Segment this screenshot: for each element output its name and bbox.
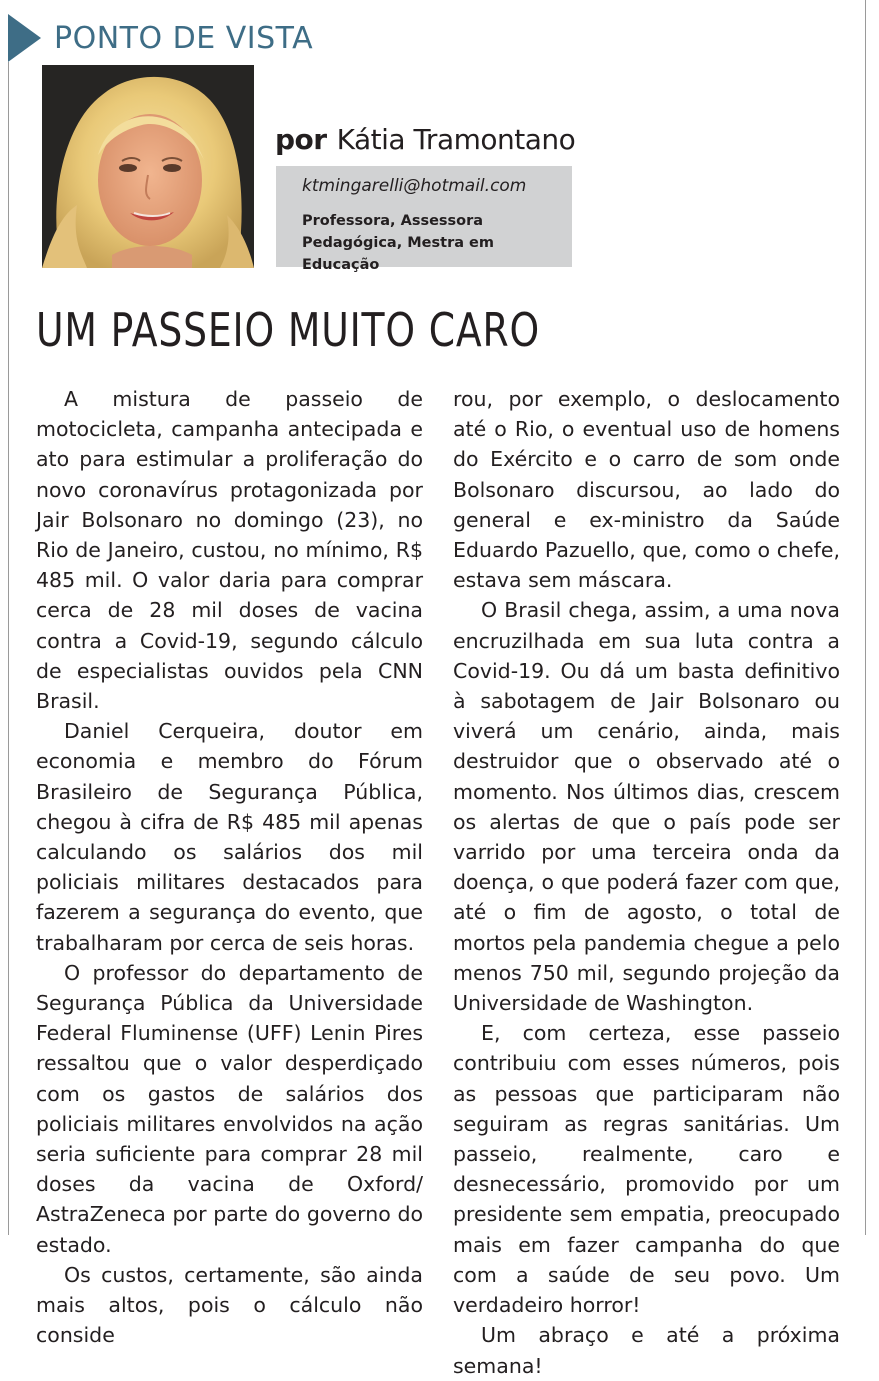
author-email[interactable]: ktmingarelli@hotmail.com bbox=[302, 176, 527, 196]
article-paragraph: O professor do departamento de Segurança Pública da Universidade Federal Fluminense (UFF) Lenin Pires ressaltou que o valor desperdiçado com os gastos de salários dos policiais militares envolvidos na ação seria suficiente para comprar 28 mil doses da vacina de Oxford/ AstraZeneca por parte do governo do estado. bbox=[36, 960, 423, 1257]
article-paragraph: E, com certeza, esse passeio contribuiu com esses números, pois as pessoas que participaram não seguiram as regras sanitárias. Um passeio, realmente, caro e desnecessário, promovido por um presidente sem empatia, preocupado mais em fazer campanha do que com a saúde de seu povo. Um verdadeiro horror! bbox=[453, 1021, 840, 1318]
author-credentials: Professora, Assessora Pedagógica, Mestra em Educação bbox=[302, 213, 495, 273]
author-info-box bbox=[276, 166, 572, 273]
article-column-left bbox=[36, 384, 423, 1351]
page-frame-left bbox=[8, 62, 9, 1235]
page-frame-right bbox=[865, 0, 866, 1235]
author-byline bbox=[275, 120, 575, 160]
article-headline: UM PASSEIO MUITO CARO bbox=[36, 303, 541, 357]
article-paragraph: A mistura de passeio de motocicleta, campanha antecipada e ato para estimular a proliferação do novo coronavírus protagonizada por Jair Bolsonaro no domingo (23), no Rio de Janeiro, custou, no mínimo, R$ 485 mil. O valor daria para comprar cerca de 28 mil doses de vacina contra a Covid-19, segundo cálculo de especialistas ouvidos pela CNN Brasil. bbox=[36, 387, 423, 714]
author-photo bbox=[42, 65, 254, 268]
article-paragraph: rou, por exemplo, o deslocamento até o Rio, o eventual uso de homens do Exército e o carro de som onde Bolsonaro discursou, ao lado do general e ex-ministro da Saúde Eduardo Pazuello, que, como o chefe, estava sem máscara. bbox=[453, 387, 840, 593]
article-paragraph: Os custos, certamente, são ainda mais altos, pois o cálculo não conside bbox=[36, 1262, 423, 1348]
article-paragraph: Daniel Cerqueira, doutor em economia e membro do Fórum Brasileiro de Segurança Pública, chegou à cifra de R$ 485 mil apenas calculando os salários dos mil policiais militares destacados para fazerem a segurança do evento, que trabalharam por cerca de seis horas. bbox=[36, 719, 423, 955]
author-portrait-icon bbox=[42, 65, 254, 268]
article-column-right bbox=[453, 384, 840, 1381]
section-arrow-icon bbox=[8, 14, 41, 62]
article-paragraph: O Brasil chega, assim, a uma nova encruzilhada em sua luta contra a Covid-19. Ou dá um basta definitivo à sabotagem de Jair Bolsonaro ou viverá um cenário, ainda, mais destruidor que o observado até o momento. Nos últimos dias, crescem os alertas de que o país pode ser varrido por uma terceira onda da doença, o que poderá fazer com que, até o fim de agosto, o total de mortos pela pandemia chegue a pelo menos 750 mil, segundo projeção da Universidade de Washington. bbox=[453, 598, 840, 1016]
byline-prefix: por bbox=[275, 123, 327, 156]
section-title: PONTO DE VISTA bbox=[54, 21, 314, 56]
author-name: Kátia Tramontano bbox=[336, 123, 576, 156]
article-signoff: Um abraço e até a próxima semana! bbox=[453, 1323, 840, 1378]
